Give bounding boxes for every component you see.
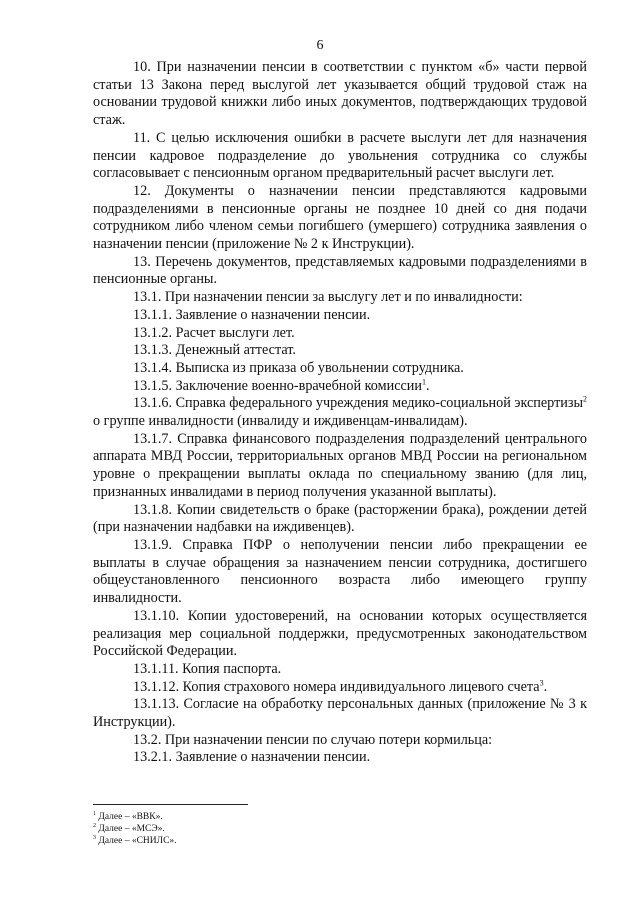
paragraph-13-1-11: 13.1.11. Копия паспорта. (133, 660, 282, 677)
paragraph-13-2-1: 13.2.1. Заявление о назначении пенсии. (133, 749, 371, 766)
paragraph-13-1-2: 13.1.2. Расчет выслуги лет. (133, 324, 295, 341)
paragraph-13-1-13: 13.1.13. Согласие на обработку персональных данных (приложение № 3 к Инструкции). (93, 696, 587, 731)
paragraph-12: 12. Документы о назначении пенсии представляются кадровыми подразделениями в пенсионные органы не позднее 10 дней со дня подачи сотрудником либо членом семьи погибшего (умершего) сотрудника заявления о назначении пенсии (приложение № 2 к Инструкции). (93, 182, 587, 253)
paragraph-13-2: 13.2. При назначении пенсии по случаю потери кормильца: (133, 731, 493, 748)
document-body (93, 59, 587, 767)
paragraph-13-1-12: 13.1.12. Копия страхового номера индивидуального лицевого счета$^3$. (133, 677, 548, 695)
paragraph-13-1-7: 13.1.7. Справка финансового подразделения подразделений центрального аппарата МВД России, территориальных органов МВД России на региональном уровне о прекращении выплаты оклада по специальному званию (для лиц, признанных инвалидами в период получения указанной выплаты). (93, 430, 587, 500)
footnote-1: $^1$ Далее – «ВВК». (93, 810, 163, 822)
footnote-separator (93, 804, 248, 805)
paragraph-11: 11. С целью исключения ошибки в расчете выслуги лет для назначения пенсии кадровое подразделение до увольнения сотрудника со службы согласовывает с пенсионным органом предварительный расчет выслуги лет. (93, 129, 587, 182)
paragraph-13-1-4: 13.1.4. Выписка из приказа об увольнении сотрудника. (133, 359, 464, 376)
footnote-ref-2: 2 (583, 394, 588, 404)
paragraph-13-1-1: 13.1.1. Заявление о назначении пенсии. (133, 306, 371, 323)
page-number: 6 (316, 38, 324, 53)
paragraph-13: 13. Перечень документов, представляемых кадровыми подразделениями в пенсионные органы. (93, 253, 587, 288)
paragraph-13-1: 13.1. При назначении пенсии за выслугу лет и по инвалидности: (133, 289, 523, 306)
paragraph-13-1-10: 13.1.10. Копии удостоверений, на основании которых осуществляется реализация мер социальной поддержки, предусмотренных законодательством Российской Федерации. (93, 607, 587, 660)
paragraph-13-1-3: 13.1.3. Денежный аттестат. (133, 342, 296, 359)
footnote-2: $^2$ Далее – «МСЭ». (93, 822, 165, 834)
paragraph-10: 10. При назначении пенсии в соответствии с пунктом «б» части первой статьи 13 Закона перед выслугой лет указывается общий трудовой стаж на основании трудовой книжки либо иных документов, подтверждающих трудовой стаж. (93, 59, 587, 129)
paragraph-13-1-9: 13.1.9. Справка ПФР о неполучении пенсии либо прекращении ее выплаты в случае обращения за назначением пенсии сотрудника, достигшего общеустановленного пенсионного возраста либо имеющего группу инвалидности. (93, 536, 587, 607)
paragraph-13-1-5: 13.1.5. Заключение военно-врачебной комиссии$^1$. (133, 376, 430, 394)
footnote-ref-1: 1 (421, 376, 426, 386)
paragraph-13-1-8: 13.1.8. Копии свидетельств о браке (расторжении брака), рождении детей (при назначении надбавки на иждивенцев). (93, 501, 587, 536)
footnote-3: $^3$ Далее – «СНИЛС». (93, 834, 177, 846)
paragraph-13-1-6: 13.1.6. Справка федерального учреждения медико-социальной экспертизы$^2$ о группе инвалидности (инвалиду и иждивенцам-инвалидам). (93, 394, 588, 430)
footnote-ref-3: 3 (539, 677, 544, 687)
footnotes (93, 811, 393, 847)
